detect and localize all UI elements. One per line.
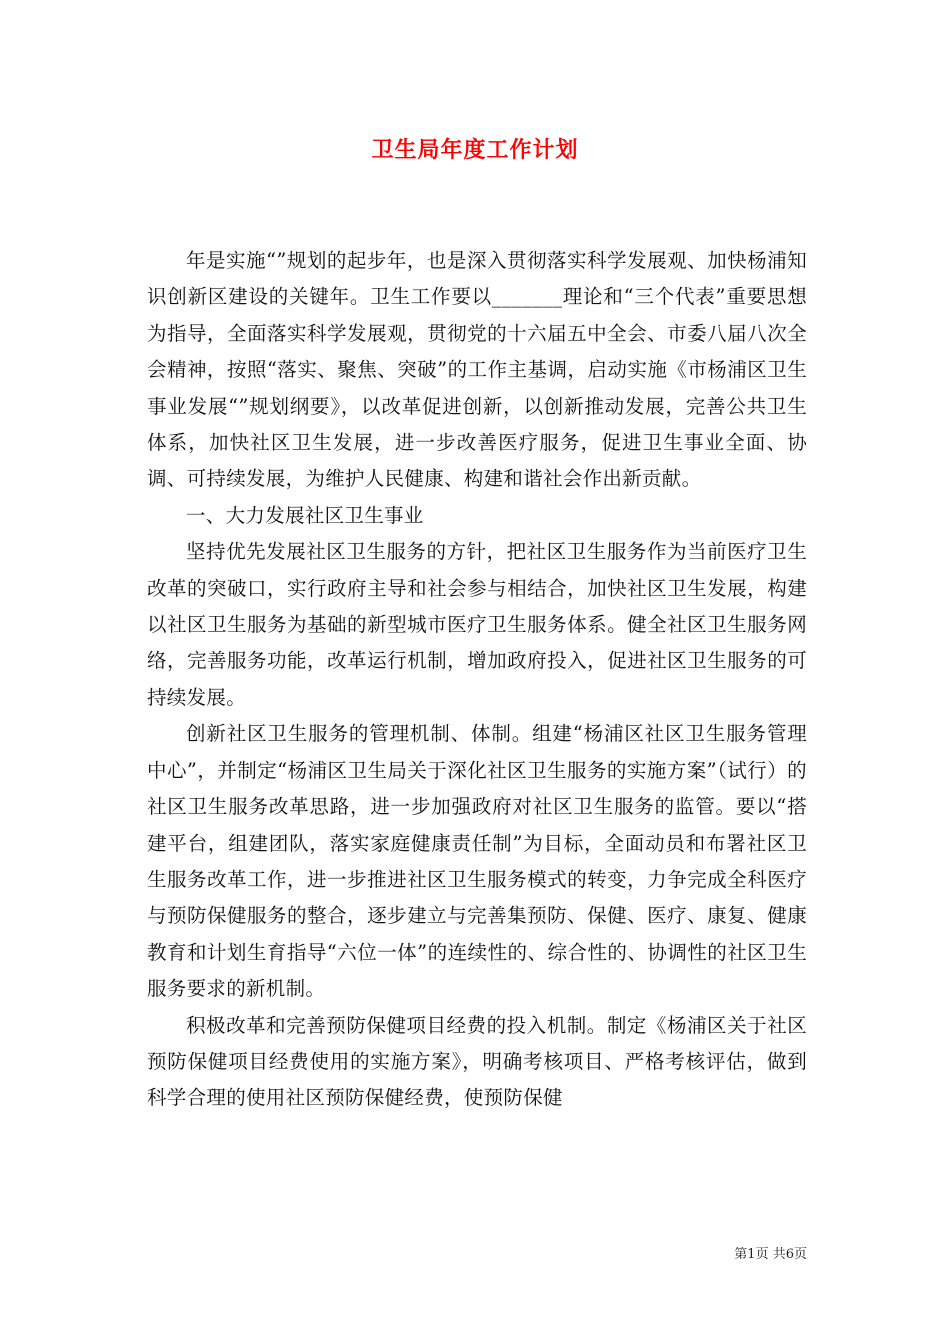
page-number xyxy=(734,1246,807,1264)
paragraph-community-health: 坚持优先发展社区卫生服务的方针，把社区卫生服务作为当前医疗卫生改革的突破口，实行政府主导和社会参与相结合，加快社区卫生发展，构建以社区卫生服务为基础的新型城市医疗卫生服务体系。健全社区卫生服务网络，完善服务功能，改革运行机制，增加政府投入，促进社区卫生服务的可持续发展。 xyxy=(147,540,807,709)
document-title: 卫生局年度工作计划 xyxy=(371,137,579,163)
section-heading-1: 一、大力发展社区卫生事业 xyxy=(186,503,424,527)
page-total: 6 xyxy=(785,1247,794,1262)
page-mid: 页 共 xyxy=(755,1247,786,1262)
page-current: 1 xyxy=(747,1247,756,1262)
paragraph-intro: 年是实施“”规划的起步年，也是深入贯彻落实科学发展观、加快杨浦知识创新区建设的关键年。卫生工作要以_______理论和“三个代表”重要思想为指导，全面落实科学发展观，贯彻党的十六届五中全会、市委八届八次全会精神，按照“落实、聚焦、突破”的工作主基调，启动实施《市杨浦区卫生事业发展“”规划纲要》，以改革促进创新，以创新推动发展，完善公共卫生体系，加快社区卫生发展，进一步改善医疗服务，促进卫生事业全面、协调、可持续发展，为维护人民健康、构建和谐社会作出新贡献。 xyxy=(147,249,807,491)
page-suffix: 页 xyxy=(793,1247,807,1262)
paragraph-management-reform: 创新社区卫生服务的管理机制、体制。组建“杨浦区社区卫生服务管理中心”，并制定“杨浦区卫生局关于深化社区卫生服务的实施方案”（试行）的社区卫生服务改革思路，进一步加强政府对社区卫生服务的监管。要以“搭建平台，组建团队，落实家庭健康责任制”为目标，全面动员和布署社区卫生服务改革工作，进一步推进社区卫生服务模式的转变，力争完成全科医疗与预防保健服务的整合，逐步建立与完善集预防、保健、医疗、康复、健康教育和计划生育指导“六位一体”的连续性的、综合性的、协调性的社区卫生服务要求的新机制。 xyxy=(147,722,807,1001)
document-body xyxy=(147,243,807,1117)
page-prefix: 第 xyxy=(734,1247,748,1262)
paragraph-funding-mechanism: 积极改革和完善预防保健项目经费的投入机制。制定《杨浦区关于社区预防保健项目经费使用的实施方案》，明确考核项目、严格考核评估，做到科学合理的使用社区预防保健经费，使预防保健 xyxy=(147,1013,807,1110)
